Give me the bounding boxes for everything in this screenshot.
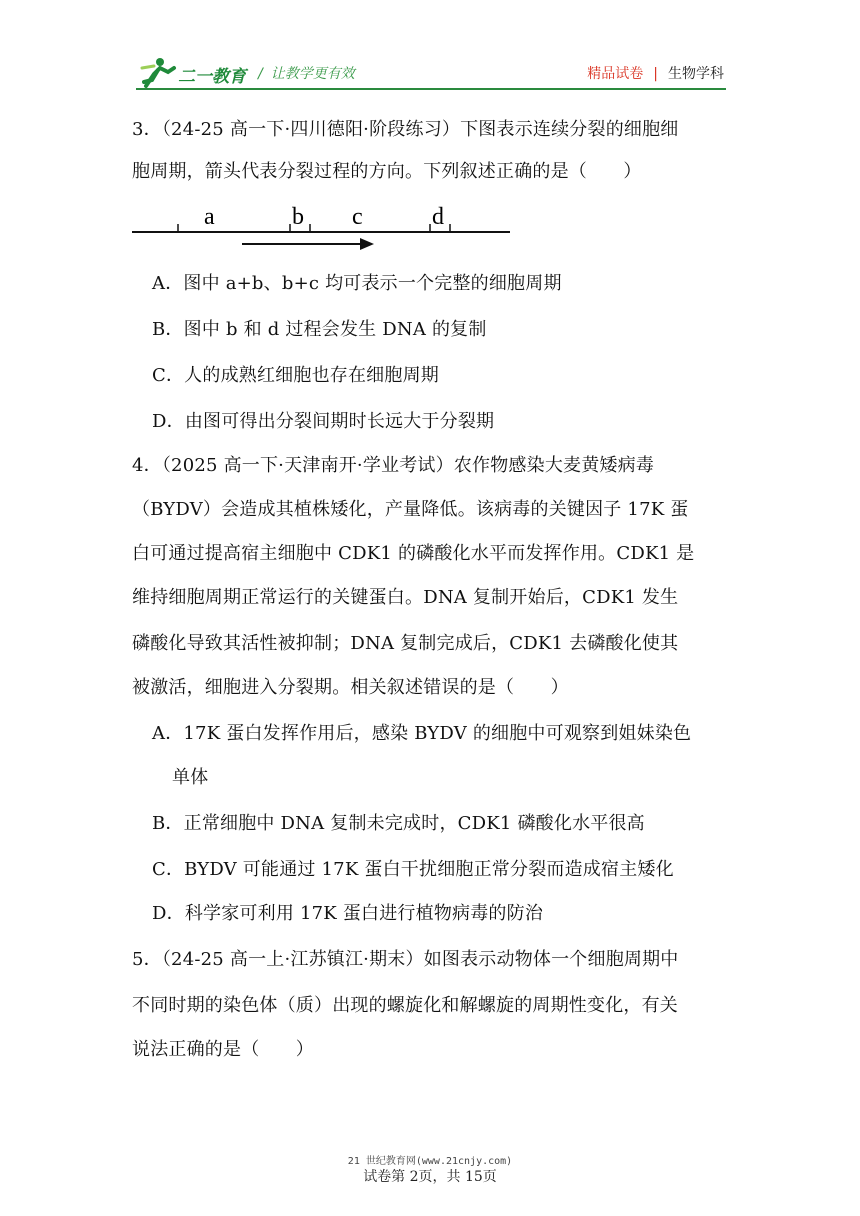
- segment-label-d: d: [432, 204, 444, 230]
- q3-stem-line1: 3．（24-25 高一下·四川德阳·阶段练习）下图表示连续分裂的细胞细: [132, 119, 679, 140]
- q4-option-c: C．BYDV 可能通过 17K 蛋白干扰细胞正常分裂而造成宿主矮化: [152, 859, 674, 880]
- q3-option-a: A．图中 a+b、b+c 均可表示一个完整的细胞周期: [152, 273, 562, 294]
- slogan-text: 让教学更有效: [270, 66, 355, 82]
- header-label-premium: 精品试卷: [587, 66, 644, 82]
- header-separator: |: [653, 66, 658, 82]
- q4-stem-line4: 维持细胞周期正常运行的关键蛋白。DNA 复制开始后，CDK1 发生: [132, 587, 679, 608]
- q5-stem-line2: 不同时期的染色体（质）出现的螺旋化和解螺旋的周期性变化，有关: [132, 995, 678, 1016]
- q4-stem-line6: 被激活，细胞进入分裂期。相关叙述错误的是（ ）: [132, 677, 569, 698]
- header-subject: [587, 63, 724, 83]
- header-label-subject: 生物学科: [668, 66, 724, 82]
- q4-option-a-cont: 单体: [172, 767, 209, 788]
- q4-stem-line5: 磷酸化导致其活性被抑制；DNA 复制完成后，CDK1 去磷酸化使其: [132, 633, 679, 654]
- footer-source: 21 世纪教育网(www.21cnjy.com): [347, 1156, 513, 1167]
- segment-label-a: a: [204, 204, 215, 230]
- q3-option-d: D．由图可得出分裂间期时长远大于分裂期: [152, 411, 495, 432]
- logo: [138, 56, 258, 90]
- q4-stem-line1: 4．（2025 高一下·天津南开·学业考试）农作物感染大麦黄矮病毒: [132, 455, 655, 476]
- page-header: [0, 0, 860, 92]
- q5-stem-line1: 5．（24-25 高一上·江苏镇江·期末）如图表示动物体一个细胞周期中: [132, 949, 679, 970]
- q3-stem-line2: 胞周期，箭头代表分裂过程的方向。下列叙述正确的是（ ）: [132, 161, 642, 182]
- header-divider: [136, 88, 726, 90]
- q4-option-a: A．17K 蛋白发挥作用后，感染 BYDV 的细胞中可观察到姐妹染色: [152, 723, 692, 744]
- cell-cycle-diagram: [130, 198, 514, 254]
- slogan-slash: /: [258, 66, 263, 82]
- q5-stem-line3: 说法正确的是（ ）: [132, 1039, 314, 1060]
- q4-option-d: D．科学家可利用 17K 蛋白进行植物病毒的防治: [152, 903, 544, 924]
- q4-option-b: B．正常细胞中 DNA 复制未完成时，CDK1 磷酸化水平很高: [152, 813, 645, 834]
- q3-option-b: B．图中 b 和 d 过程会发生 DNA 的复制: [152, 319, 487, 340]
- segment-label-b: b: [292, 204, 304, 230]
- logo-text: 二一教育: [178, 67, 246, 87]
- footer-page-number: 试卷第 2页，共 15页: [363, 1169, 497, 1185]
- runner-logo-icon: [138, 56, 178, 90]
- segment-label-c: c: [352, 204, 363, 230]
- q4-stem-line2: （BYDV）会造成其植株矮化，产量降低。该病毒的关键因子 17K 蛋: [132, 499, 689, 520]
- slogan: [258, 63, 355, 83]
- q4-stem-line3: 白可通过提高宿主细胞中 CDK1 的磷酸化水平而发挥作用。CDK1 是: [132, 543, 695, 564]
- q3-option-c: C．人的成熟红细胞也存在细胞周期: [152, 365, 439, 386]
- direction-arrow-icon: [360, 238, 374, 250]
